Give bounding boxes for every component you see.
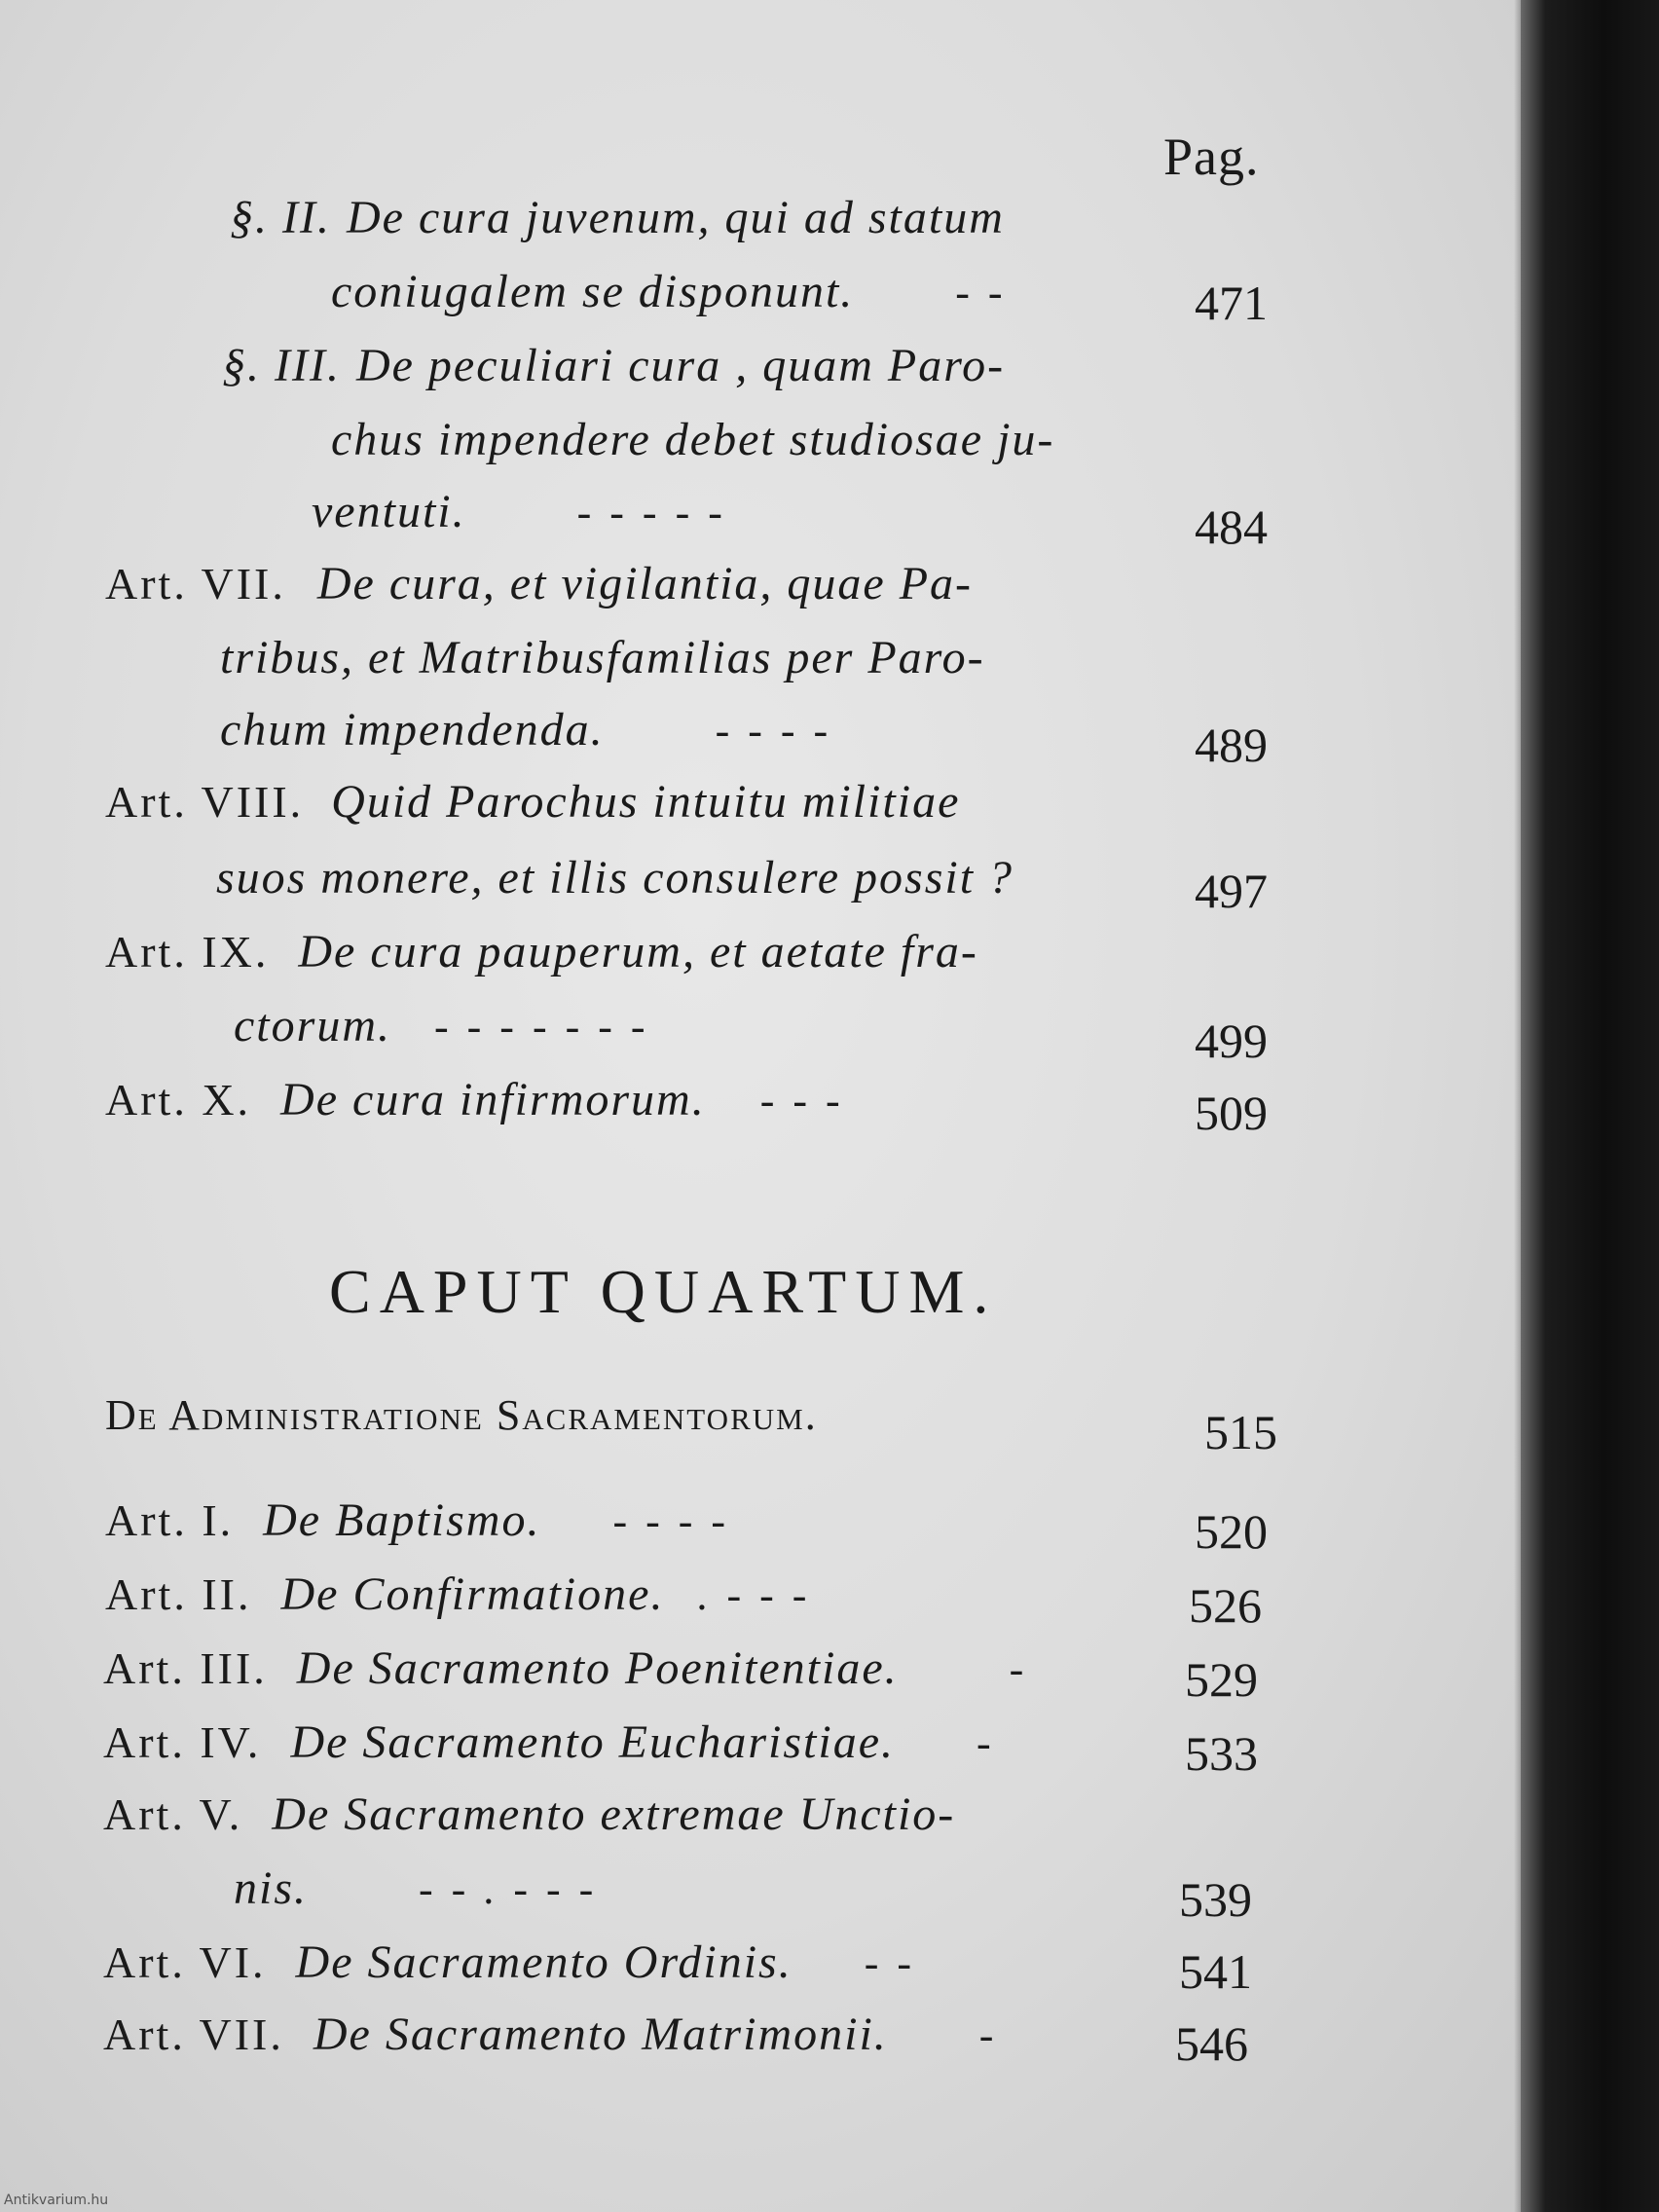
entry-text: chus impendere debet studiosae ju- (331, 414, 1055, 465)
article-text: De Confirmatione. (280, 1568, 665, 1620)
article-label: Art. III. (103, 1643, 268, 1693)
entry-text: De cura infirmorum. (280, 1074, 706, 1125)
entry-label: Art. IX. (105, 927, 270, 977)
page-number: 539 (1179, 1872, 1252, 1927)
entry-line (222, 339, 1005, 401)
entry-text: De cura, et vigilantia, quae Pa- (316, 558, 974, 609)
entry-line (220, 703, 831, 765)
entry-line (105, 1073, 844, 1135)
article-text: De Baptismo. (263, 1494, 541, 1546)
article-label: Art. IV. (103, 1717, 262, 1767)
article-line (103, 1641, 1027, 1704)
entry-line (216, 851, 1014, 913)
leader-dashes: . - - - (697, 1571, 811, 1619)
entry-label: Art. X. (105, 1075, 252, 1124)
entry-line (230, 191, 1005, 253)
article-line (103, 1715, 995, 1778)
leader-dashes: - - - (759, 1077, 844, 1124)
entry-text: ventuti. (312, 486, 466, 537)
page-number: 533 (1185, 1726, 1258, 1781)
entry-text: chum impendenda. (220, 704, 605, 756)
article-line (234, 1862, 597, 1924)
leader-dashes: - (977, 1719, 995, 1767)
article-line (103, 2008, 997, 2070)
leader-dashes: - - - - - (576, 489, 726, 536)
section-title: De Administratione Sacramentorum. (105, 1391, 818, 1439)
page-number: 484 (1195, 499, 1268, 554)
page-number: 489 (1195, 718, 1268, 772)
page-column-header: Pag. (1163, 128, 1260, 186)
page-number: 497 (1195, 864, 1268, 918)
watermark-text: Antikvarium.hu (4, 2193, 109, 2208)
page-number: 515 (1204, 1405, 1277, 1459)
page-number: 499 (1195, 1014, 1268, 1068)
leader-dashes: - - - - (612, 1497, 730, 1545)
entry-label: Art. VIII. (105, 777, 305, 827)
article-label: Art. VI. (103, 1937, 267, 1987)
entry-line (234, 999, 649, 1061)
entry-line (105, 775, 960, 837)
page-number: 529 (1185, 1652, 1258, 1707)
article-text: De Sacramento Ordinis. (295, 1936, 793, 1988)
entry-label: §. II. (230, 192, 331, 243)
entry-line (105, 925, 978, 987)
article-text: De Sacramento Matrimonii. (313, 2009, 888, 2060)
article-label: Art. V. (103, 1789, 243, 1839)
article-text: De Sacramento Poenitentiae. (296, 1642, 899, 1694)
entry-text: ctorum. (234, 1000, 391, 1051)
entry-text: Quid Parochus intuitu militiae (331, 776, 961, 828)
leader-dashes: - - (955, 269, 1007, 316)
entry-line (331, 413, 1054, 475)
leader-dashes: - - - - (715, 707, 832, 755)
page-number: 526 (1189, 1578, 1262, 1633)
page-number: 471 (1195, 276, 1268, 330)
leader-dashes: - - . - - - (419, 1865, 598, 1913)
article-line (105, 1493, 729, 1556)
article-line (103, 1788, 955, 1850)
entry-text: coniugalem se disponunt. (331, 266, 855, 317)
entry-line (105, 557, 973, 619)
article-label: Art. I. (105, 1495, 235, 1545)
page-number: 546 (1175, 2016, 1248, 2071)
entry-line (331, 265, 1007, 327)
leader-dashes: - (978, 2011, 998, 2059)
entry-text: suos monere, et illis consulere possit ? (216, 852, 1014, 903)
article-text: De Sacramento extremae Unctio- (272, 1788, 956, 1840)
leader-dashes: - (1009, 1645, 1028, 1693)
article-line (103, 1936, 915, 1998)
chapter-heading: CAPUT QUARTUM. (329, 1257, 998, 1326)
article-text: nis. (234, 1862, 309, 1914)
entry-line (312, 485, 726, 547)
article-line (105, 1567, 810, 1630)
book-spine (1521, 0, 1659, 2212)
entry-text: De cura juvenum, qui ad statum (346, 192, 1005, 243)
leader-dashes: - - (864, 1939, 916, 1987)
leader-dashes: - - - - - - - (433, 1003, 649, 1051)
entry-text: De peculiari cura , quam Paro- (355, 340, 1006, 391)
article-label: Art. VII. (103, 2009, 284, 2059)
page-number: 509 (1195, 1086, 1268, 1140)
page-number: 520 (1195, 1504, 1268, 1559)
article-text: De Sacramento Eucharistiae. (290, 1716, 895, 1768)
entry-label: Art. VII. (105, 559, 286, 608)
entry-label: §. III. (222, 340, 341, 391)
page-number: 541 (1179, 1944, 1252, 1999)
article-label: Art. II. (105, 1569, 252, 1619)
entry-text: De cura pauperum, et aetate fra- (298, 926, 978, 977)
entry-line (220, 631, 985, 693)
entry-text: tribus, et Matribusfamilias per Paro- (220, 632, 985, 683)
